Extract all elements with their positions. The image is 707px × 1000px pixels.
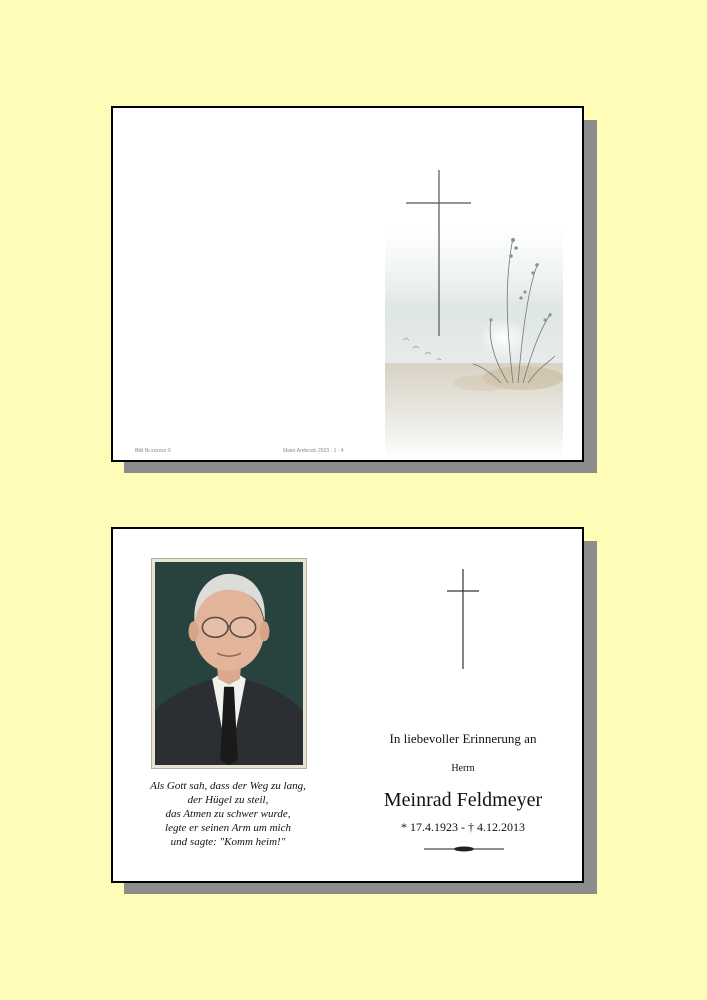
portrait-photo <box>151 558 307 769</box>
poem-line: das Atmen zu schwer wurde, <box>165 808 291 820</box>
cross-icon <box>446 569 480 671</box>
life-dates: * 17.4.1923 - † 4.12.2013 <box>401 820 525 834</box>
poem-line: und sagte: "Komm heim!" <box>170 836 286 848</box>
memorial-card-cover <box>111 106 584 462</box>
print-imprint: Maier Arnbruck 2023 · 1 · 4 <box>283 448 344 454</box>
deceased-name: Meinrad Feldmeyer <box>383 789 543 811</box>
memorial-poem <box>133 779 323 849</box>
ornament-divider-icon <box>424 845 504 853</box>
image-copyright: Bild Nr.xxxxxx © <box>135 448 172 454</box>
poem-line: Als Gott sah, dass der Weg zu lang, <box>150 780 306 792</box>
memory-heading: In liebevoller Erinnerung an <box>389 731 537 746</box>
cross-and-grass-illustration <box>373 168 563 460</box>
poem-line: der Hügel zu steil, <box>187 794 269 806</box>
poem-line: legte er seinen Arm um mich <box>165 822 291 834</box>
salutation: Herrn <box>451 763 475 774</box>
memorial-card-inside <box>111 527 584 883</box>
